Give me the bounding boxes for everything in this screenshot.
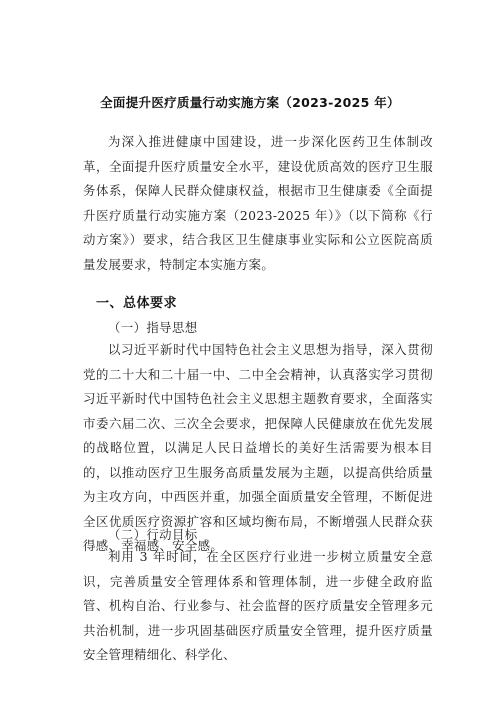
subsection-heading-guiding-ideology: （一）指导思想: [108, 320, 198, 335]
action-goals-paragraph: 利用 3 年时间，在全区医疗行业进一步树立质量安全意识，完善质量安全管理体系和管理体制，进一步健全政府监管、机构自治、行业参与、社会监督的医疗质量安全管理多元共治机制，进一步巩固基础医疗质量安全管理，提升医疗质量安全管理精细化、科学化、: [83, 549, 433, 662]
subsection-heading-action-goals: （二）行动目标: [108, 527, 198, 542]
intro-paragraph: 为深入推进健康中国建设，进一步深化医药卫生体制改革，全面提升医疗质量安全水平，建设优质高效的医疗卫生服务体系，保障人民群众健康权益，根据市卫生健康委《全面提升医疗质量行动实施方案（2023-2025 年）》（以下简称《行动方案》）要求，结合我区卫生健康事业实际和公立医院高质量发展要求，特制定本实施方案。: [83, 134, 433, 272]
document-title: 全面提升医疗质量行动实施方案（2023-2025 年）: [100, 95, 400, 110]
section-heading-overall-requirements: 一、总体要求: [96, 296, 178, 311]
guiding-ideology-paragraph: 以习近平新时代中国特色社会主义思想为指导，深入贯彻党的二十大和二十届一中、二中全会精神，认真落实学习贯彻习近平新时代中国特色社会主义思想主题教育要求，全面落实市委六届二次、三次全会要求，把保障人民健康放在优先发展的战略位置，以满足人民日益增长的美好生活需要为根本目的，以推动医疗卫生服务高质量发展为主题，以提高供给质量为主攻方向，中西医并重，加强全面质量安全管理，不断促进全区优质医疗资源扩容和区域均衡布局，不断增强人民群众获得感、幸福感、安全感。: [83, 342, 433, 553]
